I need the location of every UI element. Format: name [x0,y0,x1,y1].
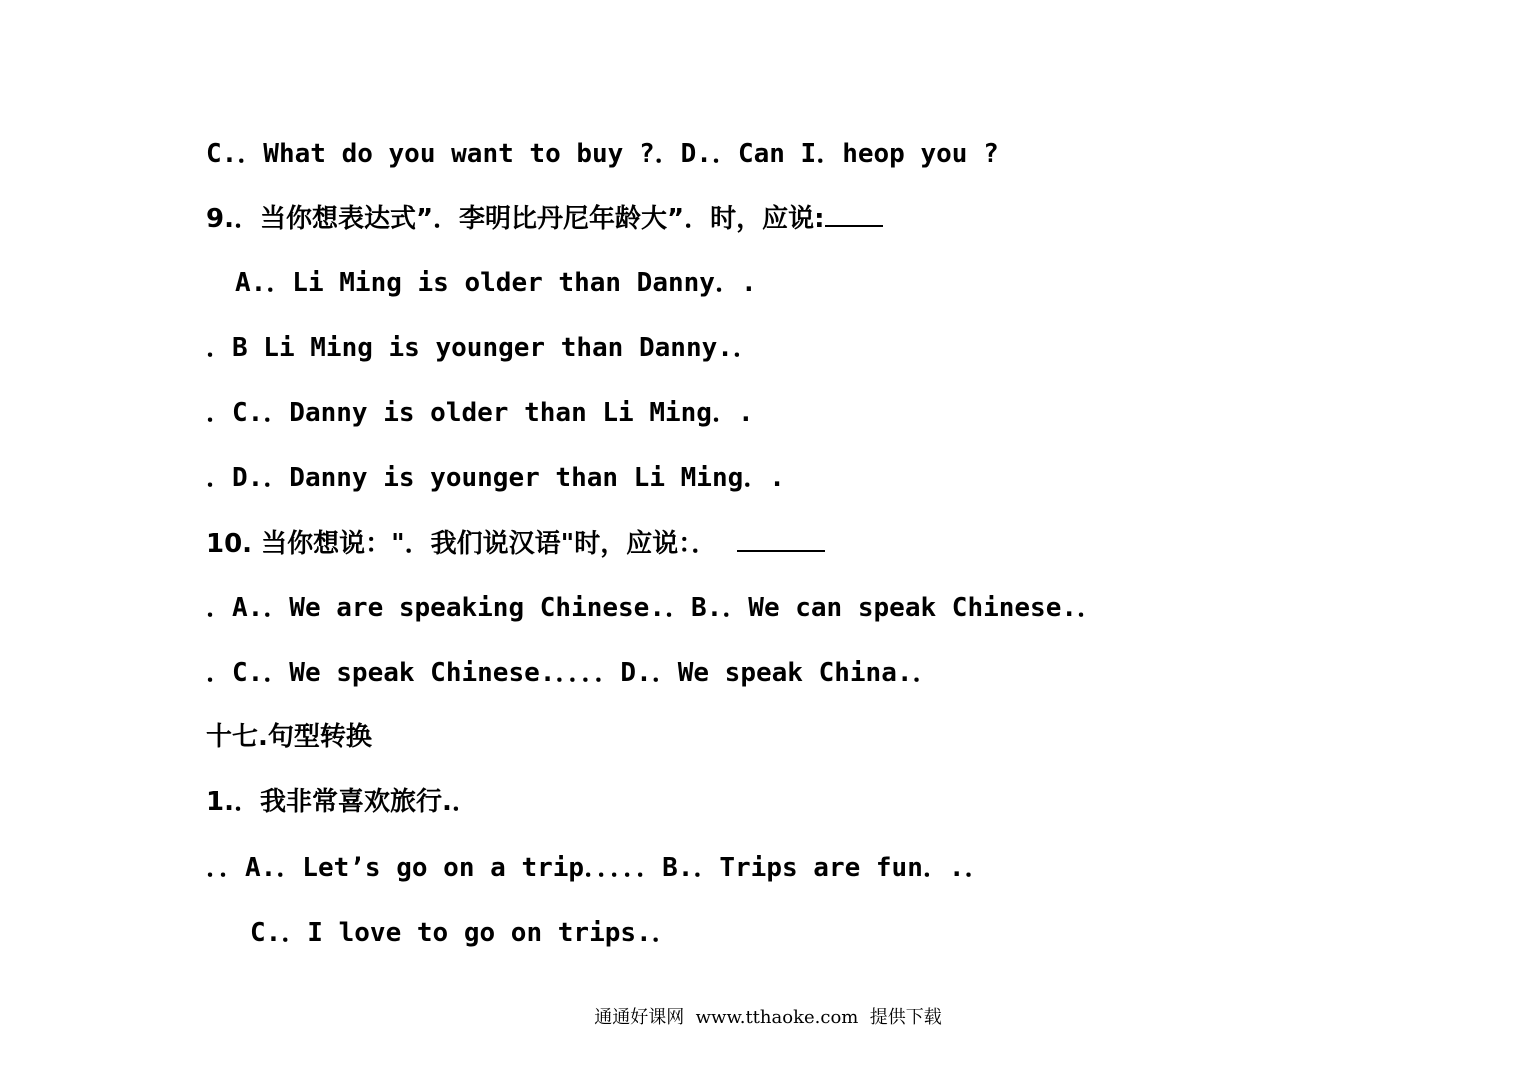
option-9b [206,332,759,364]
answer-blank [825,201,883,227]
page-footer: 通通好课网 www.tthaoke.com 提供下载 [594,1007,942,1028]
option-10ab [206,592,1103,624]
option-text: ．．A.．Let’s go on a trip．．．．．B.．Trips are fun．.． [206,853,991,883]
option-s17-1c [250,917,678,949]
option-text: ．B Li Ming is younger than Danny.． [206,333,759,363]
question-10 [206,526,825,560]
option-9c [206,397,754,429]
option-line-q8-cd [206,138,999,170]
question-text: 10. 当你想说："．我们说汉语"时，应说：． [206,529,718,559]
answer-blank [737,526,825,552]
option-text: ．A.．We are speaking Chinese.．B.．We can speak Chinese.． [206,593,1104,623]
question-text: 1.．我非常喜欢旅行.． [206,787,478,817]
option-text: ．C.．We speak Chinese.．．．．D.．We speak China.． [206,658,939,688]
section-heading-17 [206,721,372,753]
question-text: 9.．当你想表达式”．李明比丹尼年龄大”．时，应说: [206,204,825,234]
question-9 [206,201,883,235]
option-text: C.．What do you want to buy ?．D.．Can I．heop you ? [206,139,999,169]
option-10cd [206,657,939,689]
option-text: A.．Li Ming is older than Danny．. [235,268,757,298]
option-text: ．D.．Danny is younger than Li Ming．. [206,463,785,493]
option-s17-1ab [206,852,991,884]
option-text: ．C.．Danny is older than Li Ming．. [206,398,754,428]
section-title: 十七.句型转换 [206,722,372,752]
option-text: C.．I love to go on trips.． [250,918,678,948]
question-s17-1 [206,786,478,818]
option-9a [235,267,757,299]
option-9d [206,462,785,494]
